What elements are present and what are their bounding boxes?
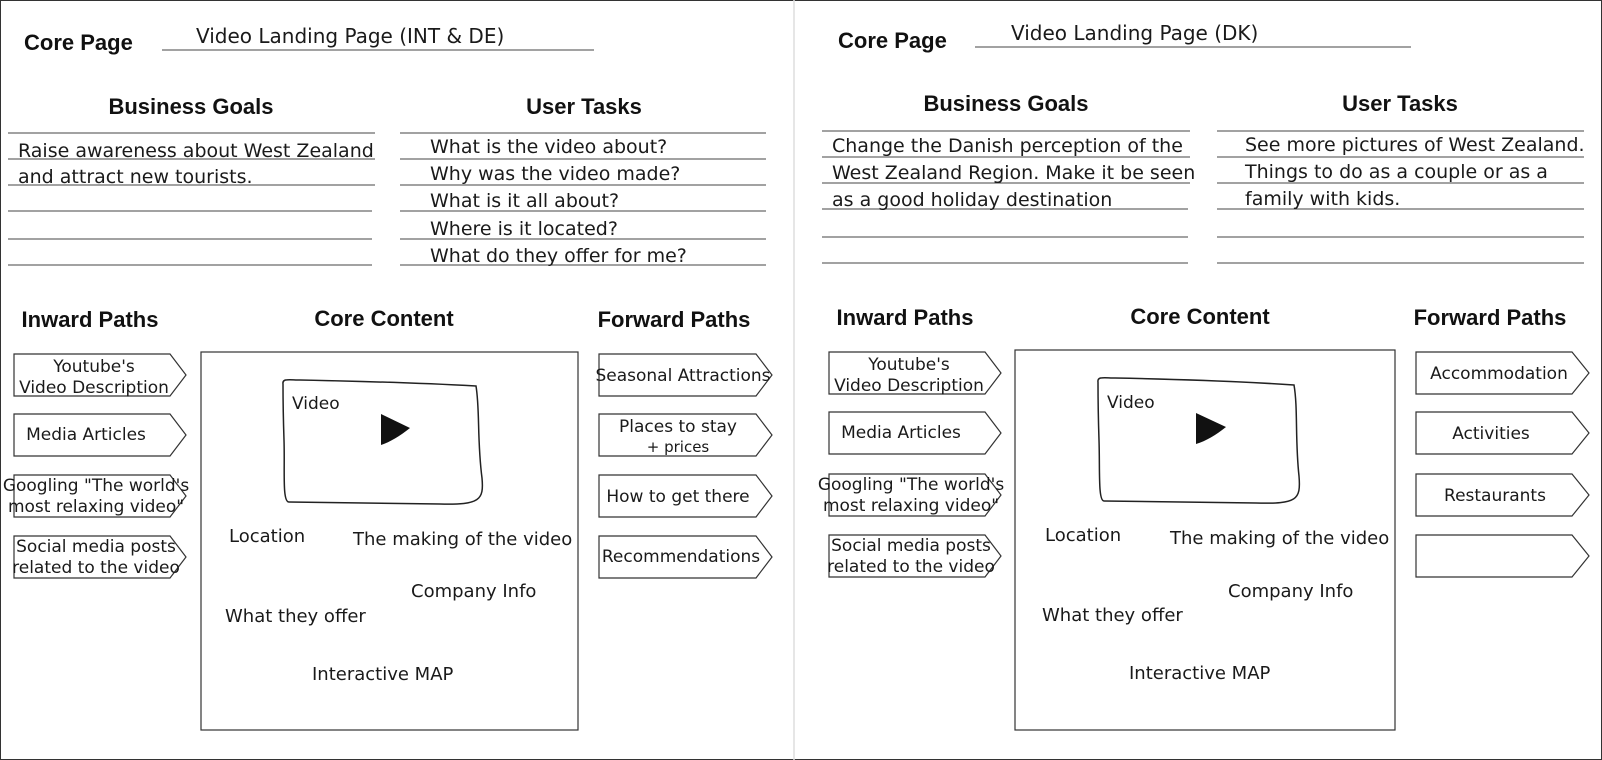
business-goal-line: as a good holiday destination [832,189,1113,211]
svg-text:Media Articles: Media Articles [26,425,146,445]
core-page-title: Video Landing Page (INT & DE) [196,24,505,48]
core-content-heading: Core Content [314,306,454,331]
user-task-line: What do they offer for me? [430,245,687,267]
inward-paths-heading: Inward Paths [21,307,159,332]
svg-text:Video Description: Video Description [834,376,984,396]
core-content-interactive-map: Interactive MAP [312,664,454,685]
business-goal-line: Change the Danish perception of the [832,135,1183,157]
user-tasks-heading: User Tasks [526,94,642,119]
svg-text:Recommendations: Recommendations [601,547,761,567]
user-task-line: Why was the video made? [430,163,681,185]
svg-text:related to the video: related to the video [827,557,995,577]
svg-text:+ prices: + prices [646,438,710,456]
forward-paths-heading: Forward Paths [1413,305,1567,330]
core-content-making-of: The making of the video [353,529,573,550]
user-task-line: What is it all about? [430,190,620,212]
svg-text:How to get there: How to get there [606,487,750,507]
svg-text:Social media posts: Social media posts [16,537,176,557]
user-task-line: family with kids. [1245,188,1401,210]
svg-text:Seasonal Attractions: Seasonal Attractions [595,366,771,386]
inward-paths-heading: Inward Paths [836,305,974,330]
business-goal-line: and attract new tourists. [18,166,253,188]
svg-text:most relaxing video": most relaxing video" [822,496,1000,516]
core-content-heading: Core Content [1130,304,1270,329]
user-task-line: What is the video about? [430,136,668,158]
svg-text:Googling "The world's: Googling "The world's [817,475,1005,495]
core-content-company-info: Company Info [1228,581,1354,602]
svg-text:Social media posts: Social media posts [831,536,991,556]
business-goals-heading: Business Goals [108,94,274,119]
business-goals-heading: Business Goals [923,91,1089,116]
core-content-what-they-offer: What they offer [1042,605,1183,626]
core-content-company-info: Company Info [411,581,537,602]
svg-text:Accommodation: Accommodation [1430,364,1568,384]
core-content-interactive-map: Interactive MAP [1129,663,1271,684]
core-content-what-they-offer: What they offer [225,606,366,627]
svg-text:Video Description: Video Description [19,378,169,398]
svg-text:Youtube's: Youtube's [53,357,135,377]
svg-text:Youtube's: Youtube's [868,355,950,375]
business-goal-line: West Zealand Region. Make it be seen [832,162,1196,184]
core-page-label: Core Page [838,28,947,53]
user-task-line: Things to do as a couple or as a [1245,161,1548,183]
core-content-location: Location [229,526,306,547]
svg-text:most relaxing video": most relaxing video" [7,497,185,517]
svg-text:Media Articles: Media Articles [841,423,961,443]
user-task-line: See more pictures of West Zealand. [1245,134,1585,156]
business-goal-line: Raise awareness about West Zealand [18,140,374,162]
svg-text:Activities: Activities [1452,424,1530,444]
user-tasks-heading: User Tasks [1342,91,1458,116]
forward-paths-heading: Forward Paths [597,307,751,332]
svg-text:Places to stay: Places to stay [619,417,737,437]
core-content-location: Location [1045,525,1122,546]
svg-text:related to the video: related to the video [12,558,180,578]
user-task-line: Where is it located? [430,218,618,240]
video-label: Video [292,394,340,414]
svg-text:Restaurants: Restaurants [1444,486,1546,506]
core-page-label: Core Page [24,30,133,55]
svg-text:Googling "The world's: Googling "The world's [2,476,190,496]
video-label: Video [1107,393,1155,413]
core-page-title: Video Landing Page (DK) [1011,21,1259,45]
core-content-making-of: The making of the video [1170,528,1390,549]
